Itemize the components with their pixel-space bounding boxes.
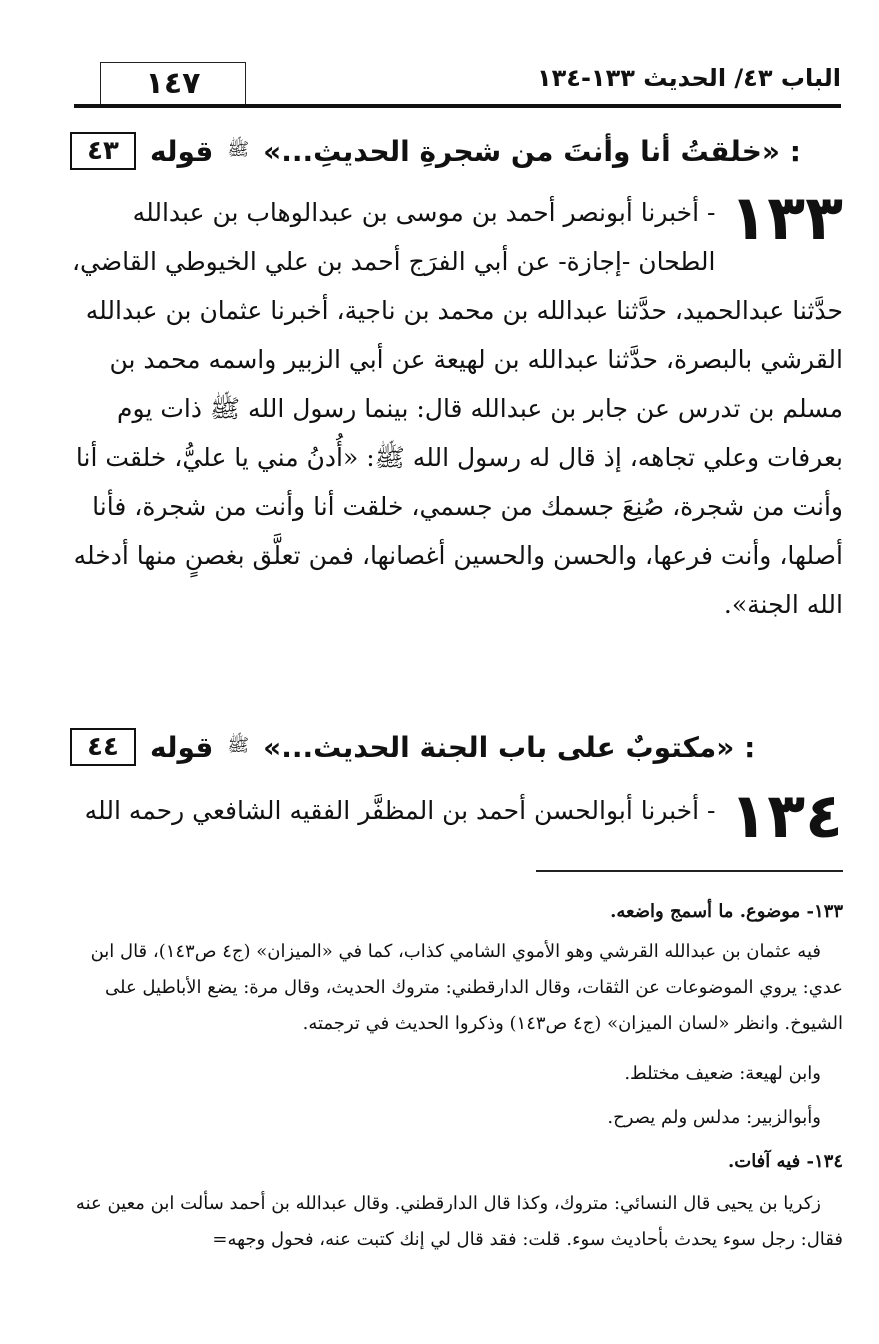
footnote-133-heading: ١٣٣- موضوع. ما أسمج واضعه. bbox=[610, 901, 843, 922]
footnote-133-abu-zubair: وأبوالزبير: مدلس ولم يصرح. bbox=[607, 1107, 821, 1128]
footnote-133-body: فيه عثمان بن عبدالله القرشي وهو الأموي الشامي كذاب، كما في «الميزان» (ج٤ ص١٤٣)، قال ابن عدي: يروي الموضوعات عن الثقات، وقال الدارقطني: متروك الحديث، وقال مرة: يضع الأباطيل على الشيوخ. وانظر «لسان الميزان» (ج٤ ص١٤٣) وذكروا الحديث في ترجمته. bbox=[90, 941, 843, 1034]
footnote-134-heading: ١٣٤- فيه آفات. bbox=[727, 1151, 843, 1172]
section-prefix: قوله bbox=[150, 730, 214, 764]
section-prefix: قوله bbox=[150, 134, 214, 168]
section-quote: : «خلقتُ أنا وأنتَ من شجرةِ الحديثِ...» bbox=[263, 134, 801, 168]
honorific-mark: ﷺ bbox=[227, 139, 250, 160]
honorific-mark: ﷺ bbox=[227, 735, 250, 756]
page-number: ١٤٧ bbox=[100, 62, 246, 107]
footnote-134-body: زكريا بن يحيى قال النسائي: متروك، وكذا قال الدارقطني. وقال عبدالله بن أحمد سألت ابن معين عنه فقال: رجل سوء يحدث بأحاديث سوء. قلت: فقد قال لي إنك كتبت عنه، فحول وجهه= bbox=[75, 1193, 843, 1250]
hadith-number: ١٣٤ bbox=[729, 779, 843, 852]
hadith-134 bbox=[70, 779, 843, 852]
chapter-title: الباب ٤٣/ الحديث ١٣٣-١٣٤ bbox=[537, 64, 841, 92]
hadith-133 bbox=[70, 181, 843, 629]
hadith-text: - أخبرنا أبونصر أحمد بن موسى بن عبدالوهاب بن عبدالله الطحان -إجازة- عن أبي الفرَج أحمد بن علي الخيوطي القاضي، حدَّثنا عبدالحميد، حدَّثنا عبدالله بن محمد بن ناجية، أخبرنا عثمان بن عبدالله القرشي بالبصرة، حدَّثنا عبدالله بن لهيعة عن أبي الزبير واسمه محمد بن مسلم بن تدرس عن جابر بن عبدالله قال: بينما رسول الله ﷺ ذات يوم بعرفات وعلي تجاهه، إذ قال له رسول الله ﷺ: «أُدنُ مني يا عليُّ، خلقت أنا وأنت من شجرة، صُنِعَ جسمك من جسمي، خلقت أنا وأنت من شجرة، فأنا أصلها، وأنت فرعها، والحسن والحسين أغصانها، فمن تعلَّق بغصنٍ منها أدخله الله الجنة». bbox=[71, 198, 843, 619]
hadith-text: - أخبرنا أبوالحسن أحمد بن المظفَّر الفقيه الشافعي رحمه الله bbox=[84, 796, 716, 825]
hadith-number: ١٣٣ bbox=[729, 181, 843, 254]
section-number: ٤٣ bbox=[70, 132, 136, 170]
section-heading-43 bbox=[70, 128, 839, 174]
section-quote: : «مكتوبٌ على باب الجنة الحديث...» bbox=[263, 730, 756, 764]
footnote-divider bbox=[536, 870, 843, 872]
footnote-133-ibn-lahia: وابن لهيعة: ضعيف مختلط. bbox=[624, 1063, 821, 1084]
header-divider bbox=[74, 104, 841, 108]
section-number: ٤٤ bbox=[70, 728, 136, 766]
section-heading-44 bbox=[70, 724, 839, 770]
